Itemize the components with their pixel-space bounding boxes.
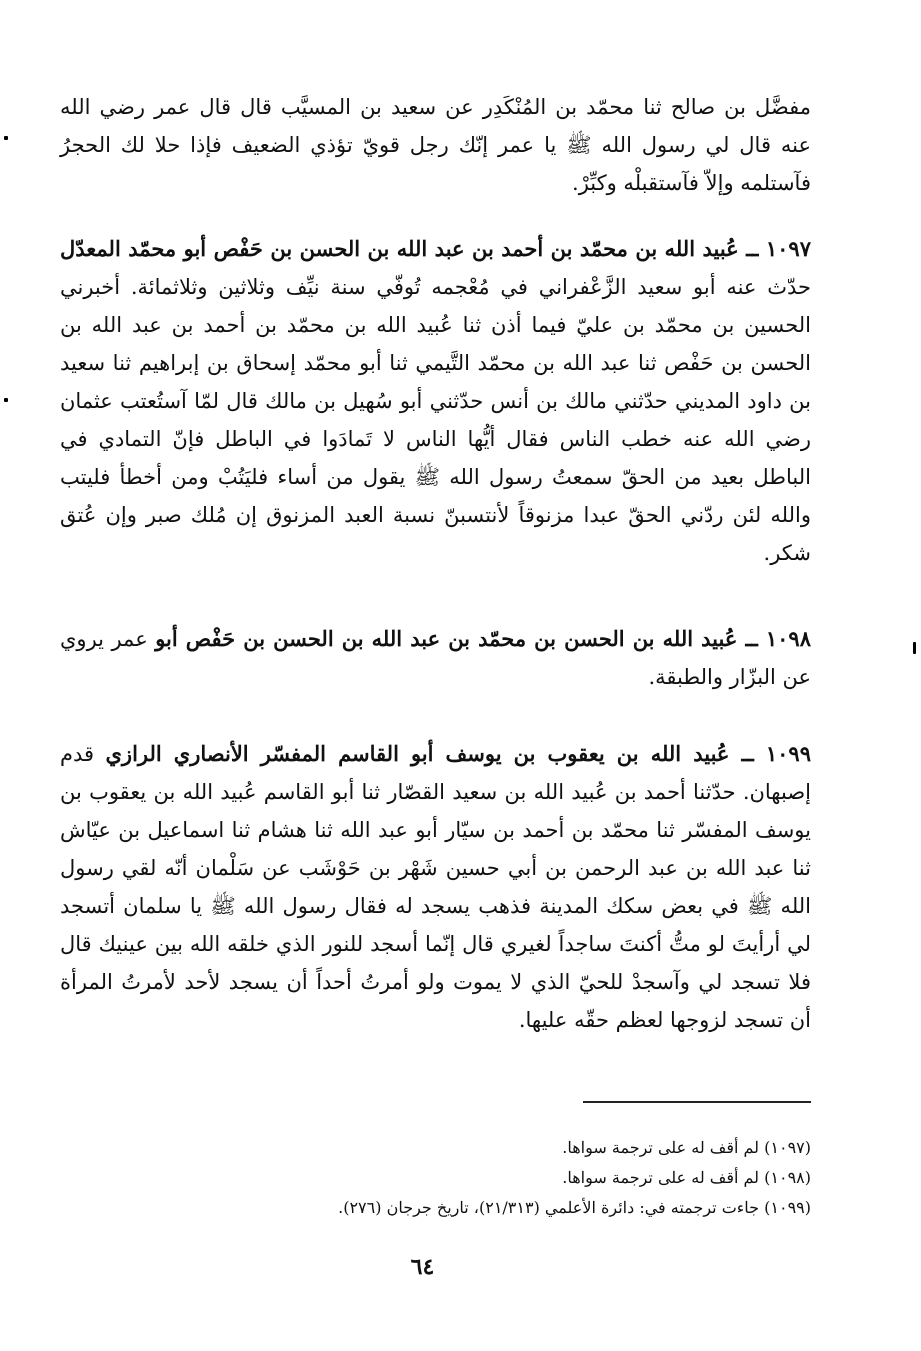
entry-1098 [60, 620, 811, 696]
margin-mark [913, 642, 916, 654]
paragraph-hadith-continuation [60, 88, 811, 202]
margin-mark [4, 136, 8, 140]
entry-1097 [60, 230, 811, 572]
footnote: (١٠٩٩) جاءت ترجمته في: دائرة الأعلمي (٢١/٣١٣)، تاريخ جرجان (٢٧٦). [338, 1198, 811, 1217]
margin-mark [4, 398, 8, 402]
entry-heading: ١٠٩٨ ــ عُبيد الله بن الحسن بن محمّد بن عبد الله بن الحسن بن حَفْص أبو [155, 626, 811, 651]
entry-heading: ١٠٩٧ ــ عُبيد الله بن محمّد بن أحمد بن عبد الله بن الحسن بن حَفْص أبو محمّد المعدّل [60, 236, 811, 261]
entry-heading: ١٠٩٩ ــ عُبيد الله بن يعقوب بن يوسف أبو القاسم المفسّر الأنصاري الرازي [105, 741, 811, 766]
footnote-divider [583, 1101, 811, 1103]
paragraph-text: مفضَّل بن صالح ثنا محمّد بن المُنْكَدِر عن سعيد بن المسيَّب قال قال عمر رضي الله عنه قال لي رسول الله ﷺ يا عمر إنّك رجل قويّ تؤذي الضعيف فإذا حلا لك الحجرُ فآستلمه وإلاّ فآستقبلْه وكبِّرْ. [60, 95, 811, 195]
footnote: (١٠٩٨) لم أقف له على ترجمة سواها. [562, 1168, 811, 1187]
footnotes [60, 1133, 811, 1223]
footnote: (١٠٩٧) لم أقف له على ترجمة سواها. [562, 1138, 811, 1157]
entry-1099 [60, 735, 811, 1039]
entry-body: عمر يروي عن البزّار والطبقة. [60, 627, 811, 689]
page-number: ٦٤ [410, 1254, 435, 1280]
entry-body: حدّث عنه أبو سعيد الزَّعْفراني في مُعْجمه تُوفّي سنة نيِّف وثلاثين وثلاثمائة. أخبرني الحسين بن محمّد بن عليّ فيما أذن ثنا عُبيد الله بن محمّد بن أحمد بن عبد الله بن الحسن بن حَفْص ثنا عبد الله بن محمّد التَّيمي ثنا أبو محمّد إسحاق بن إبراهيم ثنا سعيد بن داود المديني حدّثني مالك بن أنس حدّثني أبو سُهيل بن مالك قال لمّا آستُعتب عثمان رضي الله عنه خطب الناس فقال أيُّها الناس لا تَمادَوا في الباطل فإنّ التمادي في الباطل بعيد من الحقّ سمعتُ رسول الله ﷺ يقول من أساء فليَتُبْ ومن أخطأ فليتب والله لئن ردّني الحقّ عبدا مزنوقاً لأنتسبنّ نسبة العبد المزنوق إن مُلك صبر وإن عُتق شكر. [60, 275, 811, 565]
entry-body: قدم إصبهان. حدّثنا أحمد بن عُبيد الله بن سعيد القصّار ثنا أبو القاسم عُبيد الله بن يعقوب بن يوسف المفسّر ثنا محمّد بن أحمد بن سيّار أبو عبد الله ثنا هشام ثنا اسماعيل بن عيّاش ثنا عبد الله بن عبد الرحمن بن أبي حسين شَهْر بن حَوْشَب عن سَلْمان أنّه لقي رسول الله ﷺ في بعض سكك المدينة فذهب يسجد له فقال رسول الله ﷺ يا سلمان أتسجد لي أرأيتَ لو متُّ أكنتَ ساجداً لغيري قال إنّما أسجد للنور الذي خلقه الله بين عينيك قال فلا تسجد لي وآسجدْ للحيّ الذي لا يموت ولو أمرتُ أحداً أن يسجد لأحد لأمرتُ المرأة أن تسجد لزوجها لعظم حقّه عليها. [60, 742, 811, 1032]
